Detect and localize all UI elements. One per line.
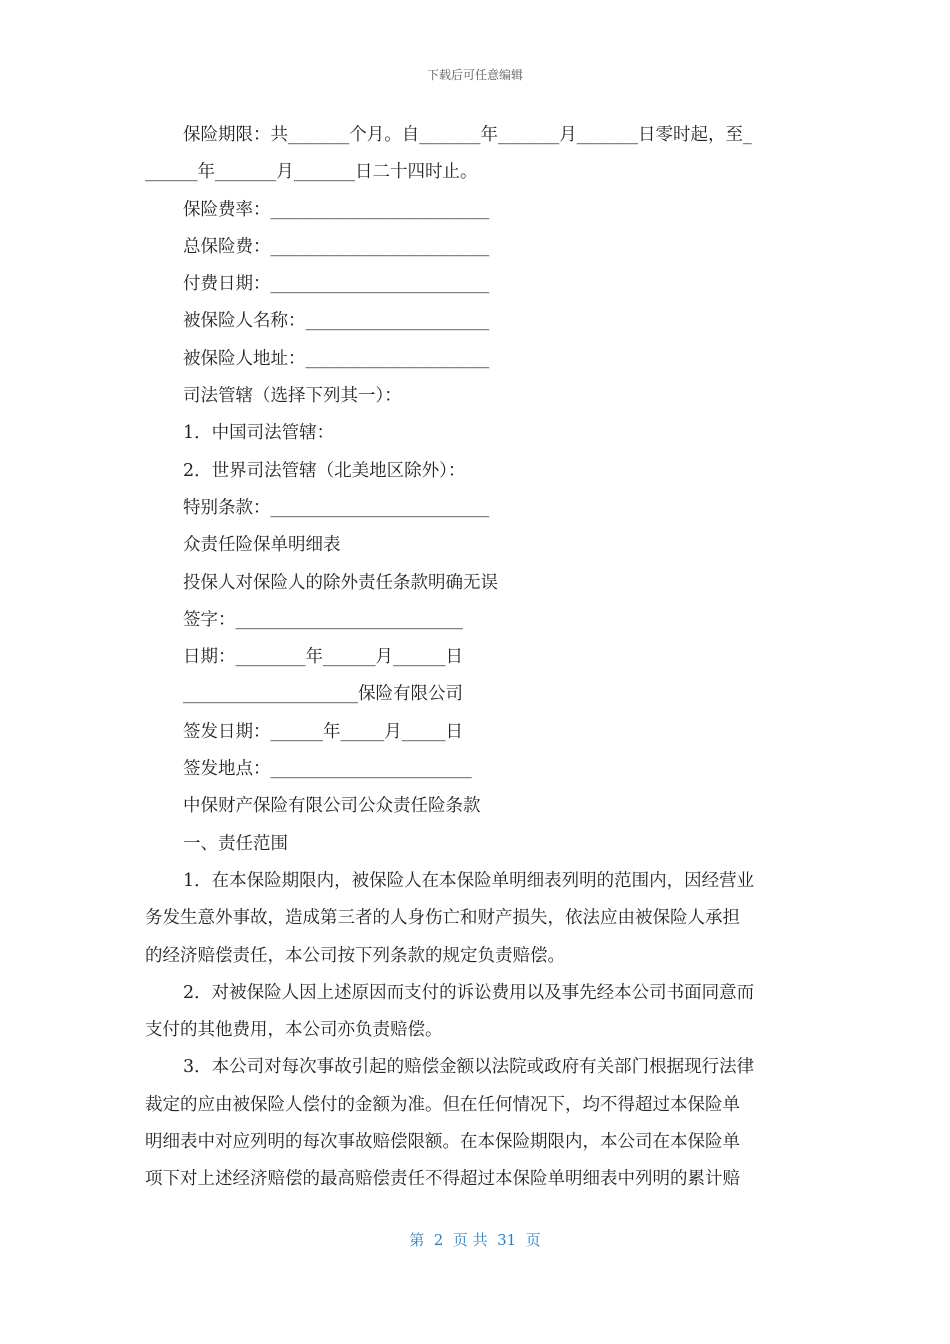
signature-field: 签字：__________________________ bbox=[183, 609, 463, 630]
acknowledgement-text: 投保人对保险人的除外责任条款明确无误 bbox=[183, 572, 498, 593]
clause-3-line-2: 裁定的应由被保险人偿付的金额为准。但在任何情况下，均不得超过本保险单 bbox=[145, 1094, 740, 1115]
insured-address-field: 被保险人地址：_____________________ bbox=[183, 348, 490, 369]
section-heading-scope: 一、责任范围 bbox=[183, 833, 288, 854]
clause-2-line-2: 支付的其他费用，本公司亦负责赔偿。 bbox=[145, 1020, 443, 1041]
clause-3-line-3: 明细表中对应列明的每次事故赔偿限额。在本保险期限内，本公司在本保险单 bbox=[145, 1132, 740, 1153]
clauses-title: 中保财产保险有限公司公众责任险条款 bbox=[183, 796, 481, 817]
insurance-period-line: 保险期限：共_______个月。自_______年_______月_______日零时起，至_ bbox=[183, 125, 752, 145]
special-terms-field: 特别条款：_________________________ bbox=[183, 497, 490, 518]
insurance-period-line-cont: ______年_______月_______日二十四时止。 bbox=[145, 162, 478, 183]
premium-rate-field: 保险费率：_________________________ bbox=[183, 199, 490, 220]
clause-1-line-3: 的经济赔偿责任，本公司按下列条款的规定负责赔偿。 bbox=[145, 945, 565, 966]
issue-place-field: 签发地点：_______________________ bbox=[183, 759, 472, 780]
insured-name-field: 被保险人名称：_____________________ bbox=[183, 311, 490, 332]
jurisdiction-option-2: 2．世界司法管辖（北美地区除外）： bbox=[183, 460, 466, 481]
page-footer: 第 2 页 共 31 页 bbox=[409, 1231, 541, 1249]
clause-1-line-1: 1．在本保险期限内，被保险人在本保险单明细表列明的范围内，因经营业 bbox=[183, 870, 755, 891]
document-body bbox=[145, 117, 807, 1199]
page-header: 下载后可任意编辑 bbox=[426, 68, 523, 82]
clause-1-line-2: 务发生意外事故，造成第三者的人身伤亡和财产损失，依法应由被保险人承担 bbox=[145, 908, 740, 929]
total-premium-field: 总保险费：_________________________ bbox=[183, 236, 490, 257]
date-field: 日期：________年______月______日 bbox=[183, 647, 463, 668]
clause-2-line-1: 2．对被保险人因上述原因而支付的诉讼费用以及事先经本公司书面同意而 bbox=[183, 982, 755, 1003]
jurisdiction-heading: 司法管辖（选择下列其一）： bbox=[183, 386, 402, 407]
payment-date-field: 付费日期：_________________________ bbox=[183, 274, 490, 295]
clause-3-line-1: 3．本公司对每次事故引起的赔偿金额以法院或政府有关部门根据现行法律 bbox=[183, 1057, 755, 1078]
clause-3-line-4: 项下对上述经济赔偿的最高赔偿责任不得超过本保险单明细表中列明的累计赔 bbox=[145, 1169, 740, 1190]
schedule-title: 众责任险保单明细表 bbox=[183, 535, 341, 556]
jurisdiction-option-1: 1．中国司法管辖： bbox=[183, 423, 335, 444]
issue-date-field: 签发日期：______年_____月_____日 bbox=[183, 721, 463, 742]
insurer-company-field: ____________________保险有限公司 bbox=[183, 684, 463, 705]
